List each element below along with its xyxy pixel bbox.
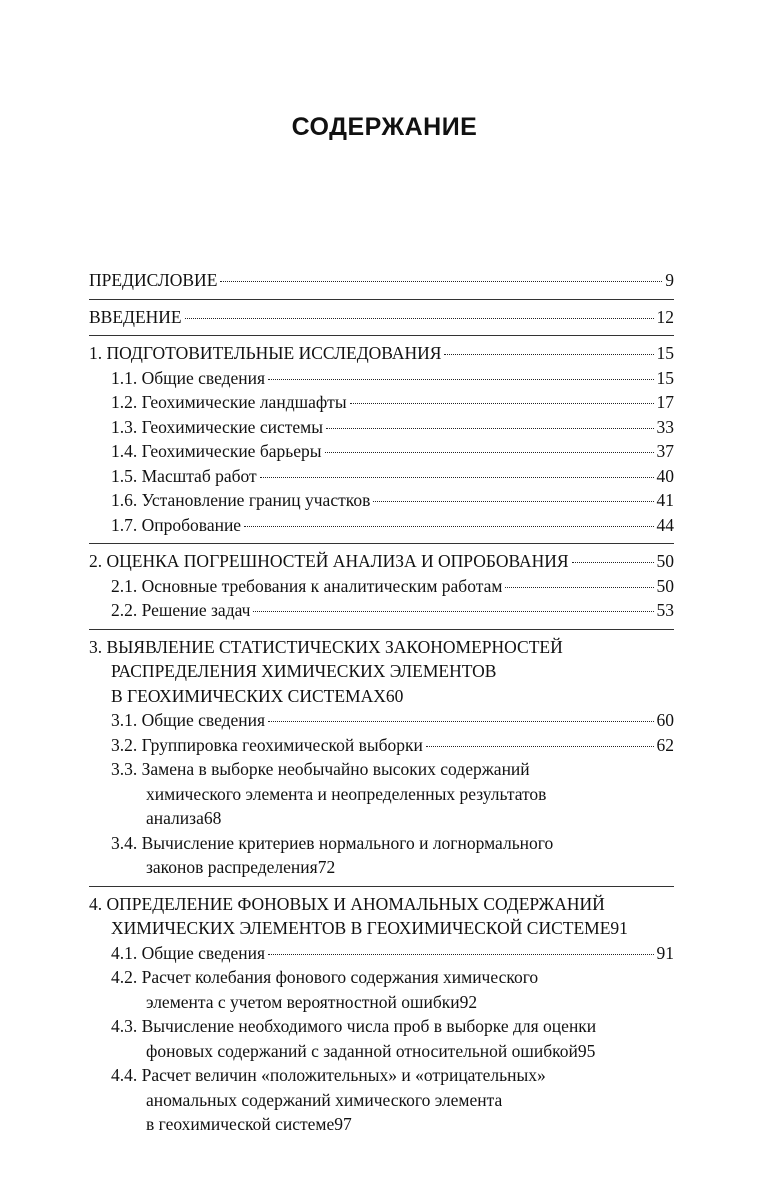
toc-entry-chapter-3[interactable] bbox=[89, 630, 674, 709]
toc-page-number: 33 bbox=[656, 416, 674, 437]
toc-entry-text-line: 4. ОПРЕДЕЛЕНИЕ ФОНОВЫХ И АНОМАЛЬНЫХ СОДЕРЖАНИЙ bbox=[89, 893, 605, 914]
toc-entry-text-line: 3.4. Вычисление критериев нормального и логнормального bbox=[111, 832, 554, 853]
toc-entry-text: 1.6. Установление границ участков bbox=[111, 490, 371, 510]
page-title: СОДЕРЖАНИЕ bbox=[291, 113, 478, 141]
toc-page-number: 92 bbox=[459, 991, 478, 1012]
toc-page-number: 53 bbox=[656, 600, 674, 620]
toc-page-number: 40 bbox=[656, 465, 674, 486]
toc-entry-text-line: 4.2. Расчет колебания фонового содержания химического bbox=[111, 967, 539, 987]
toc-entry-text-line: аномальных содержаний химического элемента bbox=[146, 1089, 503, 1110]
toc-entry-text: 4.1. Общие сведения bbox=[111, 942, 266, 963]
toc-entry-text-line: 3.3. Замена в выборке необычайно высоких содержаний bbox=[111, 759, 530, 779]
dot-leader bbox=[572, 562, 654, 563]
toc-entry-3-4[interactable] bbox=[89, 831, 674, 880]
toc-entry-text: 1. ПОДГОТОВИТЕЛЬНЫЕ ИССЛЕДОВАНИЯ bbox=[89, 343, 442, 363]
toc-page-number: 12 bbox=[656, 306, 674, 327]
dot-leader bbox=[373, 501, 653, 502]
toc-entry-4-3[interactable] bbox=[89, 1014, 674, 1063]
toc-entry-1-4[interactable] bbox=[89, 439, 674, 464]
toc-page-number: 17 bbox=[656, 392, 674, 412]
toc-entry-text: фоновых содержаний с заданной относительной ошибкой bbox=[146, 1040, 578, 1061]
toc-entry-last-line bbox=[89, 684, 674, 709]
toc-entry-text: элемента с учетом вероятностной ошибки bbox=[146, 991, 460, 1012]
dot-leader bbox=[325, 452, 654, 453]
toc-entry-chapter-1[interactable] bbox=[89, 336, 674, 366]
dot-leader bbox=[260, 477, 654, 478]
toc-entry-text: анализа bbox=[146, 808, 204, 828]
toc-page-number: 44 bbox=[656, 514, 674, 535]
toc-entry-chapter-2[interactable] bbox=[89, 544, 674, 574]
toc-page-number: 50 bbox=[656, 551, 674, 571]
toc-entry-2-2[interactable] bbox=[89, 598, 674, 623]
toc-page-number: 15 bbox=[656, 343, 674, 363]
toc-page-number: 91 bbox=[610, 918, 628, 938]
toc-entry-4-4[interactable] bbox=[89, 1063, 674, 1137]
dot-leader bbox=[185, 318, 654, 319]
toc-entry-text-line: 4.3. Вычисление необходимого числа проб в выборке для оценки bbox=[111, 1016, 597, 1036]
toc-entry-text-line: химического элемента и неопределенных результатов bbox=[146, 783, 547, 804]
dot-leader bbox=[426, 746, 654, 747]
toc-page-number: 72 bbox=[317, 857, 336, 877]
toc-entry-text: 2.2. Решение задач bbox=[111, 600, 251, 620]
toc-page-number: 97 bbox=[334, 1114, 352, 1134]
toc-entry-text: 3.1. Общие сведения bbox=[111, 710, 266, 730]
toc-page-number: 50 bbox=[656, 575, 674, 596]
dot-leader bbox=[268, 379, 653, 380]
toc-entry-text-line: РАСПРЕДЕЛЕНИЯ ХИМИЧЕСКИХ ЭЛЕМЕНТОВ bbox=[111, 661, 497, 681]
toc-entry-last-line bbox=[111, 1039, 674, 1064]
toc-entry-text: 2.1. Основные требования к аналитическим работам bbox=[111, 575, 503, 596]
table-of-contents bbox=[89, 268, 674, 1137]
toc-page-number: 41 bbox=[656, 490, 674, 510]
toc-entry-last-line bbox=[111, 990, 674, 1015]
dot-leader bbox=[268, 721, 653, 722]
toc-entry-text: ПРЕДИСЛОВИЕ bbox=[89, 270, 218, 290]
toc-page-number: 15 bbox=[656, 367, 674, 388]
toc-page-number: 68 bbox=[203, 808, 222, 828]
toc-entry-chapter-4[interactable] bbox=[89, 887, 674, 941]
dot-leader bbox=[444, 354, 653, 355]
toc-entry-text: 1.7. Опробование bbox=[111, 514, 242, 535]
toc-page-number: 62 bbox=[656, 734, 674, 755]
dot-leader bbox=[350, 403, 654, 404]
toc-entry-text: 1.1. Общие сведения bbox=[111, 367, 266, 388]
toc-entry-2-1[interactable] bbox=[89, 574, 674, 599]
toc-entry-text: ВВЕДЕНИЕ bbox=[89, 306, 182, 327]
toc-entry-text: ХИМИЧЕСКИХ ЭЛЕМЕНТОВ В ГЕОХИМИЧЕСКОЙ СИСТЕМЕ bbox=[111, 918, 611, 938]
toc-entry-3-3[interactable] bbox=[89, 757, 674, 831]
toc-entry-text: 1.5. Масштаб работ bbox=[111, 465, 257, 486]
toc-page-number: 9 bbox=[665, 270, 674, 290]
dot-leader bbox=[268, 954, 653, 955]
toc-entry-3-2[interactable] bbox=[89, 733, 674, 758]
toc-entry-text: 1.4. Геохимические барьеры bbox=[111, 441, 322, 461]
toc-entry-4-1[interactable] bbox=[89, 941, 674, 966]
toc-page-number: 95 bbox=[577, 1040, 596, 1061]
dot-leader bbox=[253, 611, 653, 612]
toc-entry-1-1[interactable] bbox=[89, 366, 674, 391]
toc-entry-last-line bbox=[111, 806, 674, 831]
toc-entry-1-5[interactable] bbox=[89, 464, 674, 489]
toc-page-number: 37 bbox=[656, 441, 674, 461]
toc-entry-text: В ГЕОХИМИЧЕСКИХ СИСТЕМАХ bbox=[111, 685, 386, 706]
toc-entry-4-2[interactable] bbox=[89, 965, 674, 1014]
dot-leader bbox=[244, 526, 653, 527]
toc-entry-last-line bbox=[111, 1112, 674, 1137]
toc-entry-text: 3.2. Группировка геохимической выборки bbox=[111, 734, 423, 755]
toc-entry-text: в геохимической системе bbox=[146, 1114, 335, 1134]
toc-entry-text: 1.3. Геохимические системы bbox=[111, 416, 323, 437]
dot-leader bbox=[220, 281, 662, 282]
toc-page-number: 60 bbox=[656, 710, 674, 730]
toc-entry-3-1[interactable] bbox=[89, 708, 674, 733]
toc-entry-text: 1.2. Геохимические ландшафты bbox=[111, 392, 347, 412]
toc-entry-1-7[interactable] bbox=[89, 513, 674, 538]
toc-entry-text: законов распределения bbox=[146, 857, 318, 877]
toc-entry-preface[interactable] bbox=[89, 268, 674, 293]
toc-entry-intro[interactable] bbox=[89, 300, 674, 330]
toc-entry-1-3[interactable] bbox=[89, 415, 674, 440]
toc-page-number: 60 bbox=[385, 685, 404, 706]
toc-entry-1-6[interactable] bbox=[89, 488, 674, 513]
toc-entry-text-line: 4.4. Расчет величин «положительных» и «отрицательных» bbox=[111, 1065, 546, 1085]
toc-entry-1-2[interactable] bbox=[89, 390, 674, 415]
toc-page-number: 91 bbox=[656, 942, 674, 963]
dot-leader bbox=[326, 428, 654, 429]
toc-entry-last-line bbox=[89, 916, 674, 941]
toc-entry-text: 2. ОЦЕНКА ПОГРЕШНОСТЕЙ АНАЛИЗА И ОПРОБОВАНИЯ bbox=[89, 551, 569, 571]
dot-leader bbox=[505, 587, 653, 588]
toc-entry-last-line bbox=[111, 855, 674, 880]
toc-entry-text-line: 3. ВЫЯВЛЕНИЕ СТАТИСТИЧЕСКИХ ЗАКОНОМЕРНОСТЕЙ bbox=[89, 636, 563, 657]
